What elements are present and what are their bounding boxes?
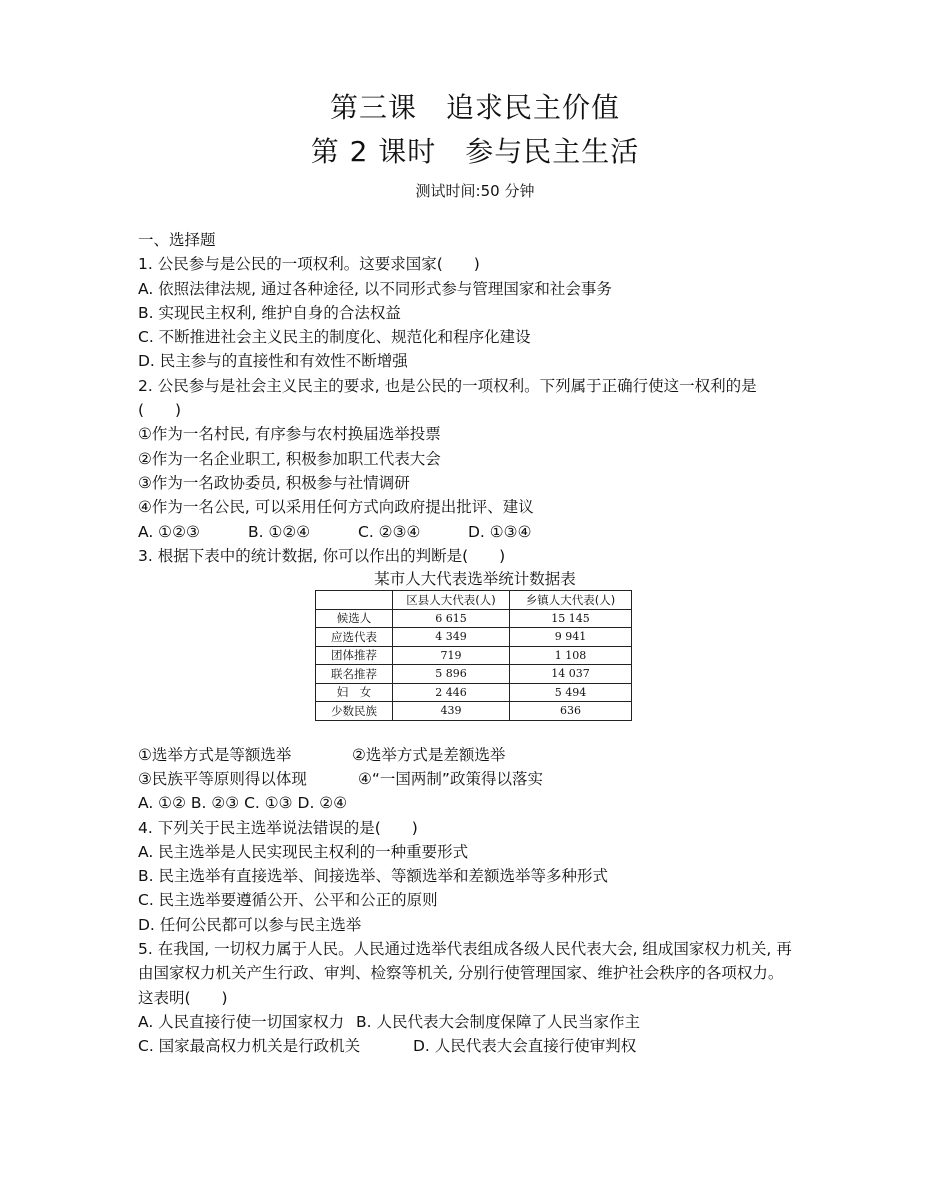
q3-item-3: ③民族平等原则得以体现 bbox=[138, 769, 307, 788]
q2-choice-d: D. ①③④ bbox=[468, 522, 532, 541]
section-heading: 一、选择题 bbox=[138, 231, 216, 249]
q5-stem-cont: 由国家权力机关产生行政、审判、检察等机关, 分别行使管理国家、维护社会秩序的各项权力。 bbox=[138, 964, 784, 983]
table-row bbox=[316, 628, 632, 647]
q2-choices bbox=[138, 520, 828, 544]
q5-choices-row2 bbox=[138, 1034, 828, 1058]
q5-stem-end: 这表明( ) bbox=[138, 988, 228, 1007]
township-value: 14 037 bbox=[510, 665, 632, 684]
table-row bbox=[316, 683, 632, 702]
q3-items-row1 bbox=[138, 743, 828, 767]
county-value: 2 446 bbox=[393, 683, 510, 702]
county-value: 439 bbox=[393, 702, 510, 721]
county-value: 5 896 bbox=[393, 665, 510, 684]
township-value: 15 145 bbox=[510, 609, 632, 628]
q3-items-row2 bbox=[138, 767, 828, 791]
q5-choice-c: C. 国家最高权力机关是行政机关 bbox=[138, 1037, 361, 1056]
township-value: 636 bbox=[510, 702, 632, 721]
q1-option-a: A. 依照法律法规, 通过各种途径, 以不同形式参与管理国家和社会事务 bbox=[138, 279, 612, 298]
township-value: 9 941 bbox=[510, 628, 632, 647]
q5-stem: 5. 在我国, 一切权力属于人民。人民通过选举代表组成各级人民代表大会, 组成国家权力机关, 再 bbox=[138, 940, 792, 959]
q2-item-3: ③作为一名政协委员, 积极参与社情调研 bbox=[138, 473, 410, 492]
q4-option-a: A. 民主选举是人民实现民主权利的一种重要形式 bbox=[138, 842, 469, 861]
table-title: 某市人大代表选举统计数据表 bbox=[374, 570, 576, 589]
q4-option-d: D. 任何公民都可以参与民主选举 bbox=[138, 915, 362, 934]
row-label: 候选人 bbox=[316, 609, 393, 628]
period-title: 第 2 课时 参与民主生活 bbox=[310, 135, 640, 168]
q2-stem-bracket: ( ) bbox=[138, 401, 182, 420]
q4-option-c: C. 民主选举要遵循公开、公平和公正的原则 bbox=[138, 891, 438, 910]
q5-choice-d: D. 人民代表大会直接行使审判权 bbox=[413, 1037, 637, 1056]
row-label: 团体推荐 bbox=[316, 646, 393, 665]
q5-choices-row1 bbox=[138, 1010, 828, 1034]
county-value: 719 bbox=[393, 646, 510, 665]
table-row bbox=[316, 609, 632, 628]
q3-stem: 3. 根据下表中的统计数据, 你可以作出的判断是( ) bbox=[138, 546, 506, 565]
question-body bbox=[138, 228, 828, 1059]
q1-option-c: C. 不断推进社会主义民主的制度化、规范化和程序化建设 bbox=[138, 328, 531, 347]
table-row bbox=[316, 646, 632, 665]
table-header-township: 乡镇人大代表(人) bbox=[510, 591, 632, 610]
q3-item-2: ②选举方式是差额选举 bbox=[352, 745, 506, 764]
q2-stem: 2. 公民参与是社会主义民主的要求, 也是公民的一项权利。下列属于正确行使这一权利的是 bbox=[138, 376, 757, 395]
q1-stem: 1. 公民参与是公民的一项权利。这要求国家( ) bbox=[138, 255, 480, 274]
q3-item-1: ①选举方式是等额选举 bbox=[138, 745, 292, 764]
q2-choice-b: B. ①②④ bbox=[248, 522, 311, 541]
q5-choice-b: B. 人民代表大会制度保障了人民当家作主 bbox=[356, 1012, 640, 1031]
q1-option-d: D. 民主参与的直接性和有效性不断增强 bbox=[138, 352, 408, 371]
test-time: 测试时间:50 分钟 bbox=[415, 182, 535, 200]
row-label: 少数民族 bbox=[316, 702, 393, 721]
q5-choice-a: A. 人民直接行使一切国家权力 bbox=[138, 1012, 345, 1031]
q2-item-2: ②作为一名企业职工, 积极参加职工代表大会 bbox=[138, 449, 441, 468]
row-label: 联名推荐 bbox=[316, 665, 393, 684]
q1-option-b: B. 实现民主权利, 维护自身的合法权益 bbox=[138, 303, 401, 322]
q2-choice-a: A. ①②③ bbox=[138, 522, 200, 541]
table-header-row bbox=[316, 591, 632, 610]
lesson-title: 第三课 追求民主价值 bbox=[329, 91, 620, 124]
q2-choice-c: C. ②③④ bbox=[358, 522, 421, 541]
q3-item-4: ④“一国两制”政策得以落实 bbox=[358, 769, 543, 788]
county-value: 4 349 bbox=[393, 628, 510, 647]
q2-item-4: ④作为一名公民, 可以采用任何方式向政府提出批评、建议 bbox=[138, 498, 534, 517]
township-value: 5 494 bbox=[510, 683, 632, 702]
q4-option-b: B. 民主选举有直接选举、间接选举、等额选举和差额选举等多种形式 bbox=[138, 867, 608, 886]
row-label: 应选代表 bbox=[316, 628, 393, 647]
q3-choices: A. ①② B. ②③ C. ①③ D. ②④ bbox=[138, 794, 348, 813]
township-value: 1 108 bbox=[510, 646, 632, 665]
table-row bbox=[316, 702, 632, 721]
table-row bbox=[316, 665, 632, 684]
q4-stem: 4. 下列关于民主选举说法错误的是( ) bbox=[138, 818, 418, 837]
q2-item-1: ①作为一名村民, 有序参与农村换届选举投票 bbox=[138, 425, 441, 444]
county-value: 6 615 bbox=[393, 609, 510, 628]
row-label: 妇 女 bbox=[316, 683, 393, 702]
election-stats-table bbox=[315, 590, 632, 721]
table-header-county: 区县人大代表(人) bbox=[393, 591, 510, 610]
table-header-blank bbox=[316, 591, 393, 610]
